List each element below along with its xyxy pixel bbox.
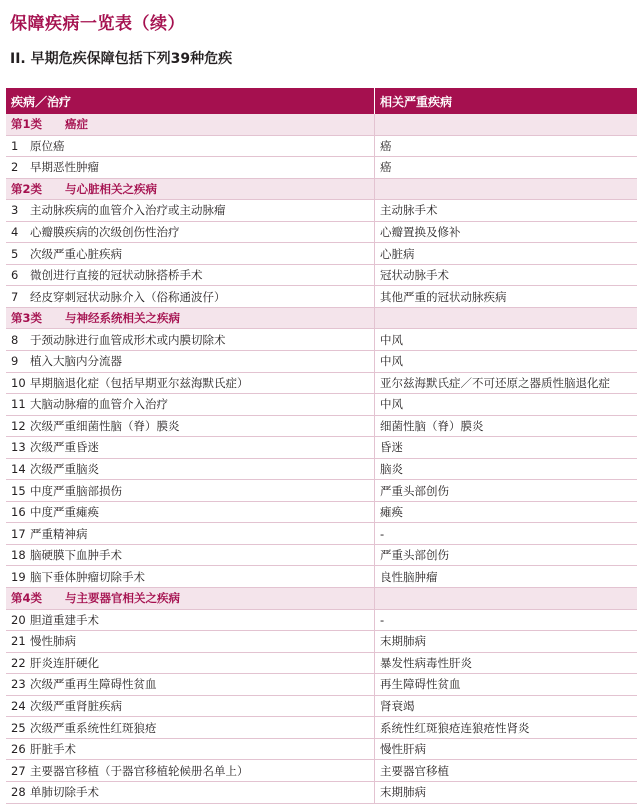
row-number: 13	[11, 440, 26, 455]
row-number: 27	[11, 763, 26, 778]
disease-name: 单肺切除手术	[30, 785, 99, 800]
category-name: 癌症	[65, 117, 88, 132]
disease-name: 次级严重细菌性脑（脊）膜炎	[30, 418, 180, 433]
disease-name: 大脑动脉瘤的血管介入治疗	[30, 397, 168, 412]
table-row	[6, 674, 637, 696]
category-row	[6, 588, 637, 610]
related-disease: 昏迷	[374, 437, 637, 458]
category-cell	[6, 310, 374, 326]
disease-name: 肝脏手术	[30, 742, 76, 757]
category-row	[6, 114, 637, 136]
category-row	[6, 308, 637, 330]
category-code: 第3类	[11, 311, 43, 326]
table-row	[6, 136, 637, 158]
table-row	[6, 782, 637, 804]
disease-name: 慢性肺病	[30, 634, 76, 649]
table-row	[6, 200, 637, 222]
table-row	[6, 351, 637, 373]
disease-name: 早期恶性肿瘤	[30, 160, 99, 175]
row-number: 19	[11, 569, 26, 584]
table-row	[6, 717, 637, 739]
disease-name: 原位癌	[30, 138, 65, 153]
category-empty-cell	[374, 114, 637, 135]
category-cell	[6, 590, 374, 606]
related-disease: 脑炎	[374, 459, 637, 480]
related-disease: -	[374, 523, 637, 544]
disease-name: 次级严重脑炎	[30, 462, 99, 477]
related-disease: 良性脑肿瘤	[374, 566, 637, 587]
table-row	[6, 329, 637, 351]
row-number: 25	[11, 720, 26, 735]
row-number: 2	[11, 160, 19, 175]
disease-name: 主要器官移植（于器官移植轮候册名单上）	[30, 763, 249, 778]
related-disease: 冠状动脉手术	[374, 265, 637, 286]
page-title: 保障疾病一览表（续）	[10, 14, 185, 34]
table-row	[6, 222, 637, 244]
row-number: 22	[11, 655, 26, 670]
category-name: 与主要器官相关之疾病	[65, 591, 180, 606]
disease-name: 早期脑退化症（包括早期亚尔兹海默氏症）	[30, 375, 249, 390]
related-disease: 细菌性脑（脊）膜炎	[374, 416, 637, 437]
disease-name: 微创进行直接的冠状动脉搭桥手术	[30, 268, 203, 283]
disease-name: 肝炎连肝硬化	[30, 655, 99, 670]
row-number: 4	[11, 225, 19, 239]
related-disease: 暴发性病毒性肝炎	[374, 653, 637, 674]
related-disease: 肾衰竭	[374, 696, 637, 717]
related-disease: 其他严重的冠状动脉疾病	[374, 286, 637, 307]
disease-name: 主动脉疾病的血管介入治疗或主动脉瘤	[30, 203, 226, 218]
table-row	[6, 243, 637, 265]
table-row	[6, 394, 637, 416]
table-header	[6, 88, 637, 114]
table-row	[6, 696, 637, 718]
table-row	[6, 653, 637, 675]
category-empty-cell	[374, 588, 637, 609]
row-number: 10	[11, 375, 26, 390]
related-disease: 主要器官移植	[374, 760, 637, 781]
table-row	[6, 610, 637, 632]
related-disease: 中风	[374, 394, 637, 415]
related-disease: 末期肺病	[374, 782, 637, 803]
row-number: 15	[11, 483, 26, 498]
row-number: 17	[11, 526, 26, 541]
row-number: 28	[11, 785, 26, 800]
row-number: 23	[11, 677, 26, 692]
disease-name: 植入大脑内分流器	[30, 354, 122, 369]
row-number: 26	[11, 742, 26, 757]
header-disease-treatment: 疾病／治疗	[11, 94, 72, 109]
table-row	[6, 286, 637, 308]
related-disease: 癌	[374, 136, 637, 157]
related-disease: 癌	[374, 157, 637, 178]
disease-name: 经皮穿刺冠状动脉介入（俗称通波仔）	[30, 289, 226, 304]
disease-name: 胆道重建手术	[30, 612, 99, 627]
row-number: 11	[11, 397, 26, 412]
disease-name: 中度严重脑部损伤	[30, 483, 122, 498]
row-number: 9	[11, 354, 19, 369]
row-number: 14	[11, 462, 26, 477]
related-disease: 中风	[374, 329, 637, 350]
category-cell	[6, 181, 374, 197]
related-disease: 心脏病	[374, 243, 637, 264]
table-row	[6, 739, 637, 761]
related-disease: 心瓣置换及修补	[374, 222, 637, 243]
table-row	[6, 480, 637, 502]
disease-name: 次级严重再生障碍性贫血	[30, 677, 157, 692]
disease-name: 脑下垂体肿瘤切除手术	[30, 569, 145, 584]
category-empty-cell	[374, 308, 637, 329]
section-subtitle: II. 早期危疾保障包括下列39种危疾	[10, 51, 233, 67]
disease-name: 次级严重肾脏疾病	[30, 699, 122, 714]
disease-name: 次级严重昏迷	[30, 440, 99, 455]
related-disease: 中风	[374, 351, 637, 372]
table-row	[6, 502, 637, 524]
table-row	[6, 265, 637, 287]
row-number: 7	[11, 289, 19, 304]
row-number: 6	[11, 268, 19, 283]
related-disease: 严重头部创伤	[374, 480, 637, 501]
table-row	[6, 373, 637, 395]
row-number: 12	[11, 418, 26, 433]
table-row	[6, 523, 637, 545]
row-number: 3	[11, 203, 19, 218]
related-disease: 亚尔兹海默氏症／不可还原之器质性脑退化症	[374, 373, 637, 394]
table-row	[6, 437, 637, 459]
table-body	[6, 114, 637, 804]
category-row	[6, 179, 637, 201]
category-code: 第4类	[11, 591, 43, 606]
related-disease: 主动脉手术	[374, 200, 637, 221]
table-row	[6, 157, 637, 179]
table-row	[6, 459, 637, 481]
row-number: 20	[11, 612, 26, 627]
category-code: 第1类	[11, 117, 43, 132]
row-number: 16	[11, 505, 26, 520]
disease-table	[6, 88, 637, 804]
row-number: 21	[11, 634, 26, 649]
table-row	[6, 545, 637, 567]
table-row	[6, 760, 637, 782]
related-disease: 严重头部创伤	[374, 545, 637, 566]
category-empty-cell	[374, 179, 637, 200]
related-disease: 瘫痪	[374, 502, 637, 523]
related-disease: 再生障碍性贫血	[374, 674, 637, 695]
table-row	[6, 631, 637, 653]
header-related-disease: 相关严重疾病	[374, 88, 637, 114]
disease-name: 严重精神病	[30, 526, 88, 541]
disease-name: 于颈动脉进行血管成形术或内膜切除术	[30, 332, 226, 347]
disease-name: 次级严重心脏疾病	[30, 246, 122, 261]
disease-name: 脑硬膜下血肿手术	[30, 548, 122, 563]
disease-name: 中度严重瘫痪	[30, 505, 99, 520]
related-disease: 系统性红斑狼疮连狼疮性肾炎	[374, 717, 637, 738]
row-number: 5	[11, 246, 19, 261]
table-row	[6, 416, 637, 438]
table-row	[6, 566, 637, 588]
row-number: 24	[11, 699, 26, 714]
row-number: 8	[11, 332, 19, 347]
row-number: 1	[11, 138, 19, 153]
related-disease: -	[374, 610, 637, 631]
related-disease: 慢性肝病	[374, 739, 637, 760]
category-code: 第2类	[11, 181, 43, 196]
related-disease: 末期肺病	[374, 631, 637, 652]
disease-name: 心瓣膜疾病的次级创伤性治疗	[30, 225, 180, 239]
row-number: 18	[11, 548, 26, 563]
category-cell	[6, 116, 374, 132]
category-name: 与神经系统相关之疾病	[65, 311, 180, 326]
category-name: 与心脏相关之疾病	[65, 181, 157, 196]
disease-name: 次级严重系统性红斑狼疮	[30, 720, 157, 735]
